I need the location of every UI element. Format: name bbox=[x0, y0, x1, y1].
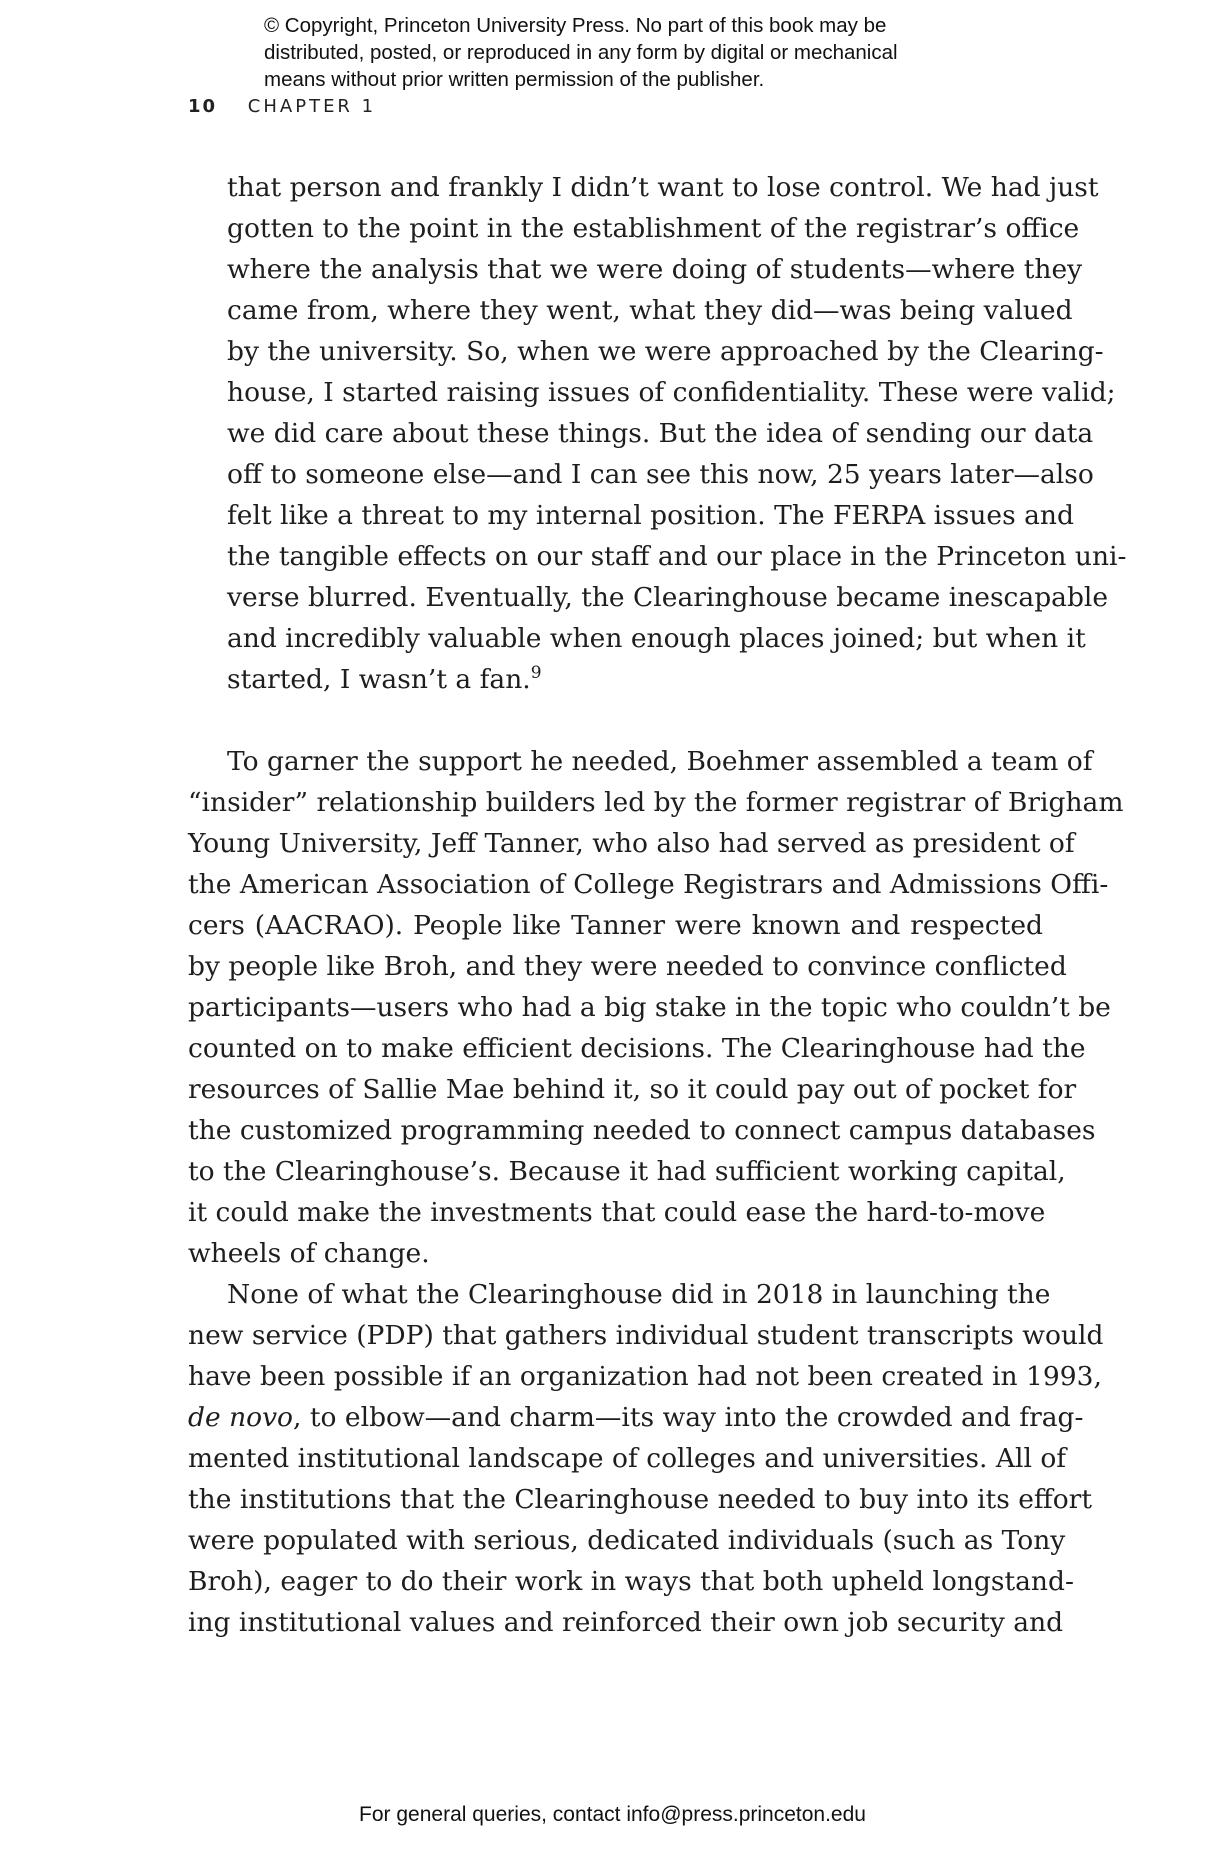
footnote-reference: 9 bbox=[530, 663, 542, 684]
page-number: 10 bbox=[188, 96, 218, 117]
text-line: by people like Broh, and they were needed to convince conflicted bbox=[188, 951, 1067, 982]
text-line: wheels of change. bbox=[188, 1238, 430, 1269]
text-line: new service (PDP) that gathers individual student transcripts would bbox=[188, 1320, 1104, 1351]
text-line: we did care about these things. But the idea of sending our data bbox=[227, 418, 1094, 449]
text-line: the tangible effects on our staff and our place in the Princeton uni- bbox=[227, 541, 1127, 572]
text-segment: , to elbow—and charm—its way into the crowded and frag- bbox=[293, 1402, 1084, 1433]
chapter-label: CHAPTER 1 bbox=[247, 96, 377, 117]
text-line: To garner the support he needed, Boehmer assembled a team of bbox=[227, 746, 1093, 777]
text-line: and incredibly valuable when enough places joined; but when it bbox=[227, 623, 1086, 654]
text-line: where the analysis that we were doing of students—where they bbox=[227, 254, 1083, 285]
text-line: “insider” relationship builders led by the former registrar of Brigham bbox=[188, 787, 1124, 818]
text-line: the customized programming needed to connect campus databases bbox=[188, 1115, 1096, 1146]
footer-contact: For general queries, contact info@press.princeton.edu bbox=[359, 1803, 866, 1826]
text-line: by the university. So, when we were approached by the Clearing- bbox=[227, 336, 1104, 367]
text-line: verse blurred. Eventually, the Clearinghouse became inescapable bbox=[227, 582, 1109, 613]
copyright-line: means without prior written permission of the publisher. bbox=[264, 68, 765, 91]
copyright-line: distributed, posted, or reproduced in any form by digital or mechanical bbox=[264, 41, 898, 64]
text-line: came from, where they went, what they did—was being valued bbox=[227, 295, 1073, 326]
text-line: None of what the Clearinghouse did in 2018 in launching the bbox=[227, 1279, 1051, 1310]
text-line-last bbox=[227, 659, 1043, 700]
text-line-italic-phrase bbox=[188, 1397, 1084, 1438]
text-line: participants—users who had a big stake in the topic who couldn’t be bbox=[188, 992, 1111, 1023]
text-line: counted on to make efficient decisions. The Clearinghouse had the bbox=[188, 1033, 1086, 1064]
text-line: Broh), eager to do their work in ways that both upheld longstand- bbox=[188, 1566, 1074, 1597]
text-line: Young University, Jeff Tanner, who also had served as president of bbox=[188, 828, 1075, 859]
text-line: were populated with serious, dedicated individuals (such as Tony bbox=[188, 1525, 1066, 1556]
text-line: to the Clearinghouse’s. Because it had sufficient working capital, bbox=[188, 1156, 1066, 1187]
text-line: the American Association of College Registrars and Admissions Offi- bbox=[188, 869, 1109, 900]
italic-phrase: de novo bbox=[188, 1402, 294, 1433]
text-line: resources of Sallie Mae behind it, so it could pay out of pocket for bbox=[188, 1074, 1077, 1105]
text-line: cers (AACRAO). People like Tanner were known and respected bbox=[188, 910, 1043, 941]
copyright-line: © Copyright, Princeton University Press. No part of this book may be bbox=[264, 14, 887, 37]
running-head bbox=[188, 96, 376, 117]
text-line: felt like a threat to my internal position. The FERPA issues and bbox=[227, 500, 1074, 531]
text-line: that person and frankly I didn’t want to lose control. We had just bbox=[227, 172, 1099, 203]
text-line: have been possible if an organization had not been created in 1993, bbox=[188, 1361, 1102, 1392]
text-line: the institutions that the Clearinghouse needed to buy into its effort bbox=[188, 1484, 1093, 1515]
text-line: ing institutional values and reinforced their own job security and bbox=[188, 1607, 1064, 1638]
copyright-notice bbox=[264, 12, 984, 93]
text-line: house, I started raising issues of confidentiality. These were valid; bbox=[227, 377, 1116, 408]
text-line: off to someone else—and I can see this now, 25 years later—also bbox=[227, 459, 1094, 490]
text-line: it could make the investments that could ease the hard-to-move bbox=[188, 1197, 1046, 1228]
text-line: mented institutional landscape of colleges and universities. All of bbox=[188, 1443, 1067, 1474]
text-segment: started, I wasn’t a fan. bbox=[227, 664, 531, 695]
text-line: gotten to the point in the establishment of the registrar’s office bbox=[227, 213, 1080, 244]
